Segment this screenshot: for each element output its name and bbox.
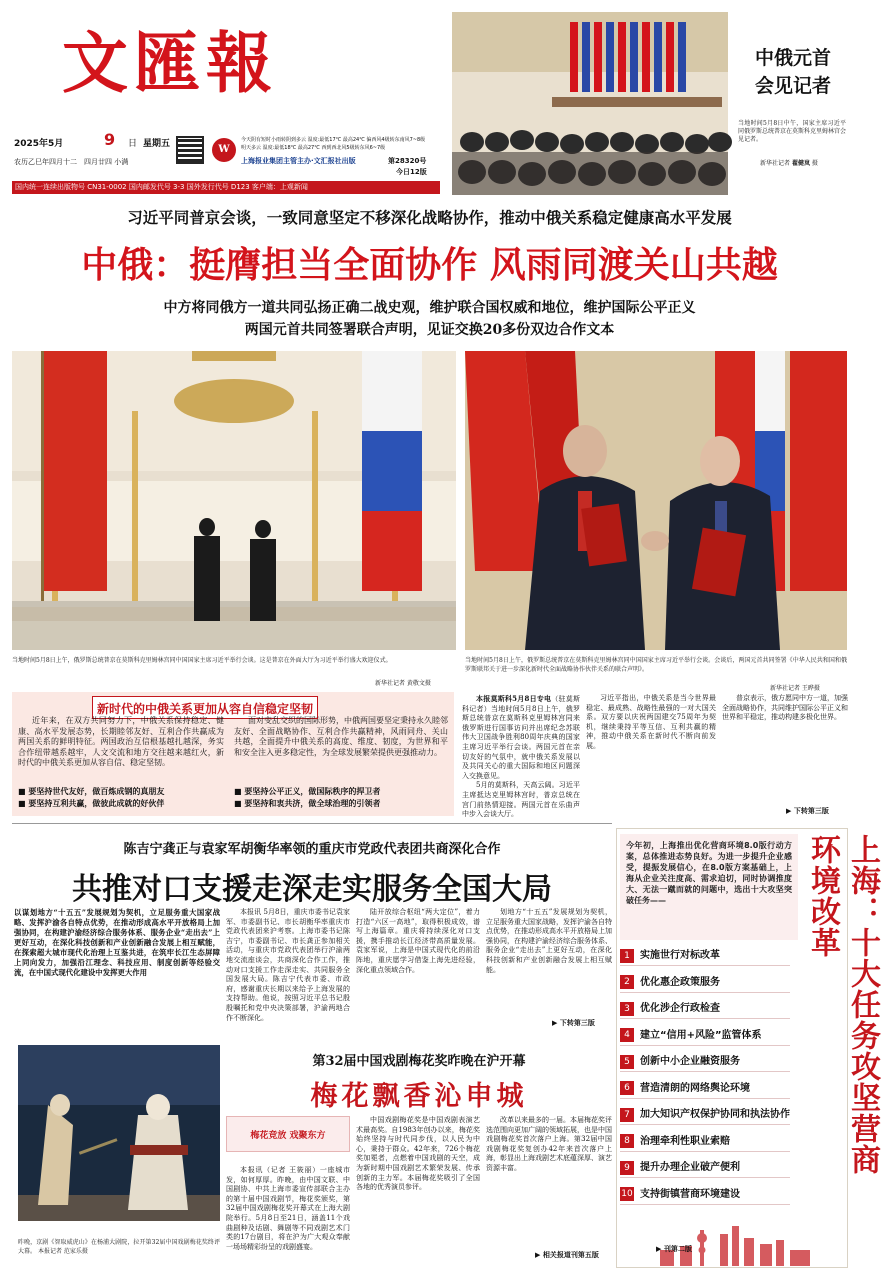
press-conference-photo: [452, 12, 728, 195]
skyline-image: [620, 1220, 846, 1266]
shanghai-task-item: [620, 946, 790, 966]
credit-suffix: 摄: [811, 160, 818, 167]
top-photo-headline-line1: 中俄元首: [754, 47, 831, 69]
story3-body-1: 本报讯（记者 王筱丽）一座城市发，如何厚厚。昨晚，由中国文联、中国剧协、中共上海市委宣传部联合主办的第十届中国戏剧节，梅花奖颁奖，第32届中国戏剧梅花奖开幕式在上海大剧院举行。5月8日至21日，涵盖11个戏曲剧种及话剧、舞剧等不同戏剧艺术门类的17台剧目，将在沪为广大观众奉献一场场精彩纷呈的戏剧盛宴。: [226, 1166, 350, 1251]
handshake-photo-credit: 新华社记者 王晔摄: [770, 685, 820, 692]
plum-award-logo-text: 梅花竞放 戏聚东方: [250, 1130, 326, 1141]
welcome-ceremony-photo: [12, 351, 456, 650]
lead-story-col-1: [462, 694, 580, 819]
bullet-text: 要坚持互利共赢，做彼此成就的好伙伴: [28, 798, 165, 808]
shanghai-intro: [620, 834, 798, 940]
serial-number-bar: [12, 181, 440, 194]
story3-headline: 梅花飘香沁申城: [310, 1081, 528, 1112]
story3-kicker: 第32届中国戏剧梅花奖昨晚在沪开幕: [312, 1054, 526, 1069]
commentary-bullets-left: [18, 785, 228, 809]
lead-story-body-4: 普京表示，俄方愿同中方一道，加强全面战略协作，共同维护国际公平正义和世界和平稳定，推动构建多极化世界。: [722, 694, 848, 722]
credit-name: 翟健岚: [791, 160, 810, 167]
task-text: 提升办理企业破产便利: [640, 1162, 740, 1173]
task-number: 6: [620, 1081, 634, 1095]
handshake-image: [465, 351, 847, 650]
commentary-title-text: 新时代的中俄关系更加从容自信稳定坚韧: [97, 702, 314, 716]
lead-story-body-2: 5月的莫斯科，天高云阔。习近平主席抵达克里姆林宫时，普京总统在宫门前热情迎接。两国元首在乐曲声中步入会谈大厅。: [462, 781, 580, 819]
lead-story-paragraph: [462, 694, 580, 781]
top-photo-headline: [738, 44, 848, 100]
bullet-text: 要坚持和衷共济，做全球治理的引领者: [244, 798, 381, 808]
shanghai-task-item: [620, 1026, 790, 1046]
task-number: 10: [621, 1189, 633, 1199]
opera-credit: 本报记者 范家乐摄: [37, 1248, 88, 1255]
opera-photo-caption: [18, 1238, 220, 1260]
issue-date: 2025年5月: [14, 139, 64, 149]
top-photo-headline-line2: 会见记者: [754, 75, 831, 97]
lead-story-jump-text: 下转第三版: [793, 807, 829, 815]
handshake-photo: [465, 351, 847, 650]
lead-kicker: 习近平同普京会谈，一致同意坚定不移深化战略协作，推动中俄关系稳定健康高水平发展: [127, 209, 732, 227]
shanghai-skyline: [620, 1220, 846, 1266]
commentary-col-2: [234, 716, 448, 776]
story3-body-2: 中国戏剧梅花奖是中国戏剧表演艺术最高奖。自1983年创办以来，梅花奖始终坚持与时代同步伐，以人民为中心，秉持于群众。42年来，726个梅花奖加冕者，点燃着中国戏剧的天空，成为新时期中国戏剧艺术繁荣发展、传承创新的主力军。本届梅花奖吸引了全国各地的优秀演员参评。: [356, 1116, 480, 1192]
opera-caption-text: 昨晚，京剧《智取威虎山》在杨浦大剧院，拉开第32届中国戏剧梅花奖终评大幕。: [18, 1239, 220, 1255]
shanghai-task-item: [620, 999, 790, 1019]
issue-day: 9: [104, 130, 116, 149]
task-text: 优化惠企政策服务: [640, 976, 720, 988]
task-number: 3: [620, 1002, 634, 1016]
welcome-photo-credit: 新华社记者 黄敬文摄: [375, 680, 431, 687]
lead-story-dateline: 本报莫斯科5月8日专电: [476, 694, 552, 703]
lead-story-jump: ▶ 下转第三版: [786, 807, 829, 815]
bullet-text: 要坚持世代友好，做百炼成钢的真朋友: [28, 786, 165, 796]
story2-headline: 共推对口支援走深走实服务全国大局: [72, 872, 552, 907]
credit-label: 新华社记者: [760, 160, 791, 167]
lead-story-col-3: [722, 694, 848, 806]
lead-story-col-2: [586, 694, 716, 814]
story3-col-3: [486, 1116, 612, 1244]
shanghai-task-item: [620, 1132, 790, 1152]
bullet-text: 要坚持公平正义，做国际秩序的捍卫者: [244, 786, 381, 796]
shanghai-task-item: [620, 1158, 790, 1178]
lead-story-body-3: 习近平指出，中俄关系是当今世界最稳定、最成熟、战略性最强的一对大国关系。双方要以庆祝两国建交75周年为契机，继续秉持平等互信、互利共赢的精神，推动中俄关系在新时代不断向前发展。: [586, 694, 716, 750]
story3-body-3: 改革以来最多的一届。本届梅花奖评选范围向更加广阔的领域拓展，也是中国戏剧梅花奖首次落户上海。第32届中国戏剧梅花奖复创办42年来首次落户上海，彰显出上海戏剧艺术底蕴深厚、演艺资源丰富。: [486, 1116, 612, 1172]
shanghai-task-item: [620, 1105, 790, 1125]
day-suffix: 日: [128, 139, 138, 149]
story2-body-2: 陆开放综合枢纽“两大定位”，着力打造“六区一高地”，取得积极成效，谱写上海篇章。重庆将持续深化对口支援，携手推动长江经济带高质量发展。袁家军说，上海是中国式现代化的前沿阵地，重庆愿学习借鉴上海先进经验，深化重点领域合作。: [356, 908, 480, 974]
story2-intro-box: [14, 908, 220, 1036]
task-text: 治理牵利性职业索赔: [640, 1135, 730, 1147]
handshake-photo-caption: 当地时间5月8日上午，俄罗斯总统普京在莫斯科克里姆林宫同中国国家主席习近平举行会谈。会谈后，两国元首共同签署《中华人民共和国和俄罗斯联邦关于进一步深化新时代全面战略协作伙伴关系的联合声明》。: [465, 657, 847, 673]
task-text: 实施世行对标改革: [640, 950, 720, 961]
press-conference-image: [452, 12, 728, 195]
story2-col-1: [226, 908, 350, 1026]
story2-body-3: 划地方“十五五”发展规划为契机，立足服务重大国家战略，发挥沪渝各自特点优势，在推动形成高水平开放格局上加强协同，在构建沪渝经济综合服务体系、服务企业“走出去”上更好互动，在深化科技创新和产业创新融合发展上相互赋能。: [486, 908, 612, 974]
story2-col-3: [486, 908, 612, 1016]
weekday: 星期五: [143, 139, 171, 149]
top-photo-caption: 当地时间5月8日中午，国家主席习近平同俄罗斯总统普京在莫斯科克里姆林宫会见记者。: [738, 120, 847, 143]
newspaper-logo: 文匯報: [62, 24, 278, 102]
task-number: 2: [620, 975, 634, 989]
weather-today: 今天阴有短时小雨转阴到多云 温度:最低17℃ 最高24℃ 偏西风4级转东南风7~8级: [241, 137, 426, 143]
shanghai-task-item: [620, 1052, 790, 1072]
wenhui-logo-icon: W: [212, 138, 236, 162]
task-number: 1: [620, 949, 634, 963]
serial-text: 国内统一连续出版物号 CN31-0002 国内邮发代号 3-3 国外发行代号 D123 客户端：上观新闻: [15, 183, 308, 191]
shanghai-jump: ▶ 刊第二版: [656, 1245, 692, 1253]
shanghai-headline-text: 上海：十大任务攻坚营商环境改革: [805, 834, 880, 1175]
opera-image: [18, 1045, 220, 1221]
story2-kicker: 陈吉宁龚正与袁家军胡衡华率领的重庆市党政代表团共商深化合作: [123, 842, 501, 857]
lead-headline: 中俄：挺膺担当全面协作 风雨同渡关山共越: [81, 245, 778, 286]
plum-award-logo: [226, 1116, 350, 1152]
task-text: 营造清朗的网络舆论环境: [640, 1082, 750, 1094]
task-number: 7: [620, 1108, 634, 1122]
top-photo-credit: [760, 158, 818, 167]
commentary-bullet: ■ 要坚持公平正义，做国际秩序的捍卫者: [234, 786, 381, 796]
task-text: 创新中小企业融资服务: [640, 1056, 740, 1067]
task-text: 建立“信用+风险”监管体系: [640, 1029, 762, 1041]
commentary-bullets-right: [234, 785, 448, 809]
shanghai-task-item: [620, 973, 790, 993]
opera-photo: [18, 1045, 220, 1221]
masthead: [10, 10, 448, 195]
lead-story-body-1: （驻莫斯科记者）当地时间5月8日上午，俄罗斯总统普京在莫斯科克里姆林宫同来俄罗斯进行国事访问并出席纪念苏联伟大卫国战争胜利80周年庆典的国家主席习近平举行会谈。两国元首在亲切友好的气氛中，就中俄关系发展以及共同关心的重大国际和地区问题深入交换意见。: [462, 695, 580, 780]
welcome-ceremony-image: [12, 351, 456, 650]
weather-tomorrow: 明天多云 温度:最低18℃ 最高27℃ 西到西北风5级转东风6~7级: [241, 145, 386, 151]
shanghai-vertical-headline: [802, 834, 880, 1194]
page-count: 今日12版: [396, 168, 427, 176]
task-number: 9: [620, 1161, 634, 1175]
shanghai-jump-text: 刊第二版: [663, 1245, 692, 1253]
commentary-paragraph-1: 近年来，在双方共同努力下，中俄关系保持稳定、健康、高水平发展态势，长期睦邻友好、互利合作共赢成为两国关系的鲜明特征。两国政治互信根基越扎越深，务实合作纽带越系越牢，人文交流和地方交往越来越红火，新时代的中俄关系更加从容自信、稳定坚韧。: [18, 716, 224, 767]
story3-jump: ▶ 相关报道刊第五版: [535, 1251, 599, 1259]
story2-body-1: 本报讯 5月8日，重庆市委书记袁家军、市委副书记、市长胡衡华率重庆市党政代表团来沪考察。上海市委书记陈吉宁，市委副书记、市长龚正参加相关活动，与重庆市党政代表团举行沪渝两地交流座谈会，共商深化合作工作，推动对口支援工作走深走实、共同服务全国发展大局。陈吉宁代表市委、市政府，感谢重庆长期以来给予上海发展的支持帮助。他说，按照习近平总书记殷殷嘱托和党中央决策部署，沪渝两地合作不断深化。: [226, 908, 350, 1022]
story3-col-2: [356, 1116, 480, 1260]
story3-col-1: [226, 1166, 350, 1260]
task-number: 8: [620, 1134, 634, 1148]
shanghai-task-item: [620, 1079, 790, 1099]
commentary-col-1: [18, 716, 224, 776]
story2-jump-text: 下转第三版: [559, 1019, 595, 1027]
publisher: 上海报业集团主管主办·文汇报社出版: [241, 157, 356, 165]
shanghai-intro-text: 今年初，上海推出优化营商环境8.0版行动方案，总体推进态势良好。为进一步提升企业感受，提振发展信心，在8.0版方案基础上，上海从企业关注度高、需求迫切，同时协调推度大、无法一蹴而就的问题中，选出十大攻坚突破任务——: [626, 841, 792, 905]
lead-subhead-2: 两国元首共同签署联合声明，见证交换20多份双边合作文本: [244, 322, 615, 338]
commentary-bullet: ■ 要坚持互利共赢，做彼此成就的好伙伴: [18, 798, 165, 808]
story2-jump: ▶ 下转第三版: [552, 1019, 595, 1027]
commentary-bullet: ■ 要坚持和衷共济，做全球治理的引领者: [234, 798, 381, 808]
task-number: 5: [620, 1055, 634, 1069]
commentary-bullet: ■ 要坚持世代友好，做百炼成钢的真朋友: [18, 786, 165, 796]
shanghai-task-item: [620, 1185, 790, 1205]
task-text: 支持街镇营商环境建设: [640, 1188, 740, 1200]
qr-code-icon: [176, 136, 204, 164]
lead-subhead-1: 中方将同俄方一道共同弘扬正确二战史观，维护联合国权威和地位，维护国际公平正义: [163, 300, 696, 316]
commentary-paragraph-2: 面对变乱交织的国际形势，中俄两国要坚定秉持永久睦邻友好、全面战略协作、互利合作共赢精神，风雨同舟、关山共越，全面提升中俄关系的高度、维度、韧度，为世界和平和安全注入更多稳定性，为全球发展繁荣提供更强推动力。: [234, 716, 448, 757]
welcome-photo-caption: 当地时间5月8日上午，俄罗斯总统普京在莫斯科克里姆林宫同中国国家主席习近平举行会谈。这是普京在外面大厅为习近平举行盛大欢迎仪式。: [12, 657, 392, 664]
task-text: 加大知识产权保护协同和执法协作: [640, 1109, 790, 1120]
section-divider: [12, 823, 612, 824]
shanghai-task-list: [620, 946, 800, 1216]
task-number: 4: [620, 1028, 634, 1042]
lunar-date: 农历乙巳年四月十二 四月廿四 小满: [14, 158, 129, 166]
task-text: 优化涉企行政检查: [640, 1003, 720, 1014]
story3-jump-text: 相关报道刊第五版: [542, 1251, 599, 1259]
story2-col-2: [356, 908, 480, 1026]
story2-intro: 以谋划地方“十五五”发展规划为契机，立足服务重大国家战略、发挥沪渝各自特点优势，在推动形成高水平开放格局上加强协同，在构建沪渝经济综合服务体系、服务企业“走出去”上更好互动，在深化科技创新和产业创新融合发展上相互赋能，在探索超大城市现代化治理上互鉴共进，在筑牢长江生态屏障上同向发力，加强沿江理念、科技应用、制度创新等经验交流，在中国式现代化建设中发挥更大作用: [14, 908, 220, 977]
issue-number: 第28320号: [388, 157, 427, 165]
